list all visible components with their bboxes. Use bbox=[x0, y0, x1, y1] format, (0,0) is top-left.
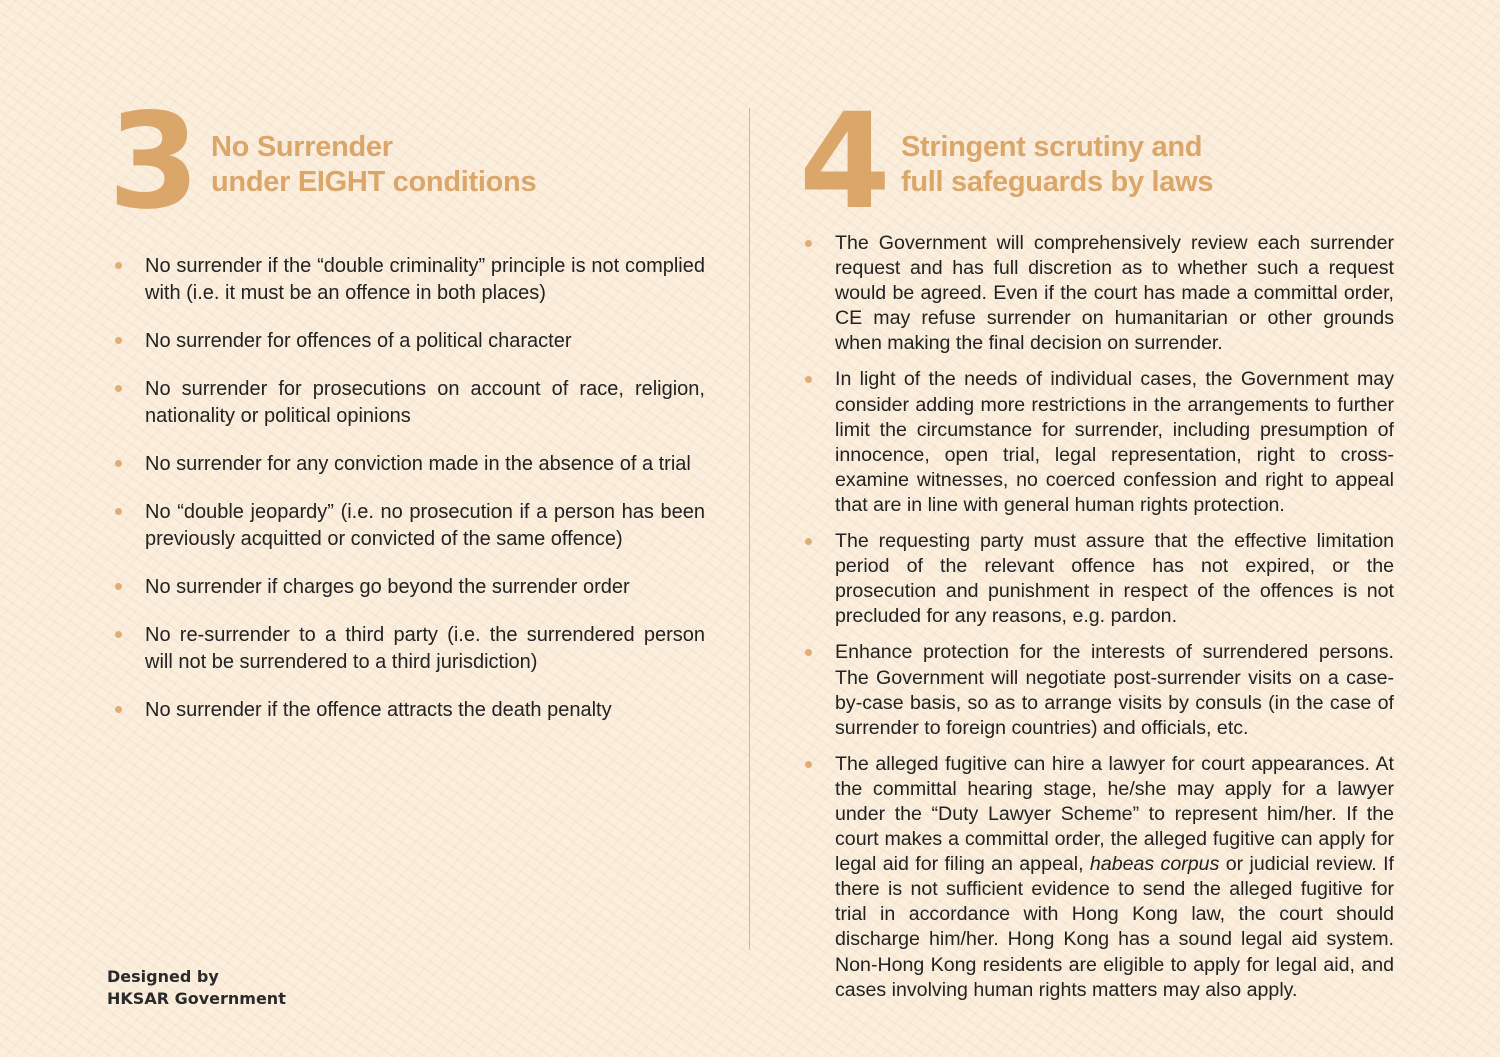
credit-line1: Designed by bbox=[107, 967, 219, 986]
list-item bbox=[115, 376, 705, 430]
bullet-dot-icon bbox=[115, 385, 122, 392]
bullet-dot-icon bbox=[115, 508, 122, 515]
list-item bbox=[115, 697, 705, 724]
list-item bbox=[115, 499, 705, 553]
bullet-text: No surrender for prosecutions on account of race, religion, nationality or political opinions bbox=[145, 378, 705, 427]
bullet-text: No surrender for any conviction made in the absence of a trial bbox=[145, 453, 691, 475]
bullet-text: The Government will comprehensively review each surrender request and has full discretion as to whether such a request would be agreed. Even if the court has made a committal order, CE may refuse surrender on humanitarian or other grounds when making the final decision on surrender. bbox=[835, 232, 1394, 355]
bullet-dot-icon bbox=[115, 337, 122, 344]
section-3-number: 3 bbox=[108, 85, 200, 239]
bullet-text: No surrender if the offence attracts the death penalty bbox=[145, 699, 612, 721]
credit bbox=[107, 966, 286, 1010]
bullet-dot-icon bbox=[805, 649, 812, 656]
bullet-text: No surrender if the “double criminality” principle is not complied with (i.e. it must be an offence in both places) bbox=[145, 255, 705, 304]
bullet-dot-icon bbox=[115, 583, 122, 590]
credit-line2: HKSAR Government bbox=[107, 989, 286, 1008]
list-item bbox=[115, 328, 705, 355]
section-4-heading bbox=[901, 130, 1213, 200]
list-item bbox=[805, 640, 1394, 740]
section-4-heading-line1: Stringent scrutiny and bbox=[901, 131, 1203, 163]
bullet-text: No re-surrender to a third party (i.e. the surrendered person will not be surrendered to a third jurisdiction) bbox=[145, 624, 705, 673]
list-item bbox=[805, 231, 1394, 356]
bullet-text-italic: habeas corpus bbox=[1089, 853, 1220, 876]
section-4-bullet-list bbox=[805, 231, 1394, 1014]
list-item bbox=[115, 622, 705, 676]
list-item bbox=[115, 253, 705, 307]
bullet-text: No surrender for offences of a political character bbox=[145, 330, 572, 352]
section-4-number: 4 bbox=[799, 85, 891, 239]
bullet-dot-icon bbox=[115, 262, 122, 269]
list-item bbox=[115, 451, 705, 478]
section-3-bullet-list bbox=[115, 253, 705, 745]
bullet-dot-icon bbox=[805, 538, 812, 545]
bullet-text: No surrender if charges go beyond the surrender order bbox=[145, 576, 630, 598]
list-item bbox=[115, 574, 705, 601]
bullet-text: Enhance protection for the interests of surrendered persons. The Government will negotiate post-surrender visits on a case-by-case basis, so as to arrange visits by consuls (in the case of surrender to foreign countries) and officials, etc. bbox=[835, 641, 1394, 739]
bullet-text-part: The alleged fugitive can hire a lawyer for court appearances. At the committal hearing stage, he/she may apply for a lawyer under the “Duty Lawyer Scheme” to represent him/her. If the court makes a committal order, the alleged fugitive can apply for legal aid for filing an appeal, bbox=[835, 752, 1394, 876]
bullet-dot-icon bbox=[805, 240, 812, 247]
bullet-text bbox=[835, 753, 1394, 1001]
section-3-heading bbox=[211, 130, 536, 200]
list-item bbox=[805, 367, 1394, 518]
bullet-text: The requesting party must assure that the effective limitation period of the relevant offence has not expired, or the prosecution and punishment in respect of the offences is not precluded for any reasons, e.g. pardon. bbox=[835, 530, 1394, 628]
bullet-dot-icon bbox=[115, 460, 122, 467]
section-4-heading-line2: full safeguards by laws bbox=[901, 166, 1214, 198]
list-item bbox=[805, 529, 1394, 629]
bullet-dot-icon bbox=[115, 706, 122, 713]
column-divider bbox=[749, 108, 750, 950]
bullet-text: No “double jeopardy” (i.e. no prosecution if a person has been previously acquitted or convicted of the same offence) bbox=[145, 501, 705, 550]
bullet-dot-icon bbox=[805, 376, 812, 383]
list-item bbox=[805, 752, 1394, 1003]
bullet-dot-icon bbox=[805, 761, 812, 768]
bullet-text: In light of the needs of individual cases, the Government may consider adding more restrictions in the arrangements to further limit the circumstance for surrender, including presumption of innocence, open trial, legal representation, right to cross-examine witnesses, no coerced confession and right to appeal that are in line with general human rights protection. bbox=[835, 368, 1394, 516]
section-3-heading-line1: No Surrender bbox=[211, 131, 393, 163]
section-3-heading-line2: under EIGHT conditions bbox=[211, 166, 537, 198]
bullet-dot-icon bbox=[115, 631, 122, 638]
bullet-text-part: or judicial review. If there is not sufficient evidence to send the alleged fugitive for trial in accordance with Hong Kong law, the court should discharge him/her. Hong Kong has a sound legal aid system. Non-Hong Kong residents are eligible to apply for legal aid, and cases involving human rights matters may also apply. bbox=[835, 853, 1394, 1001]
